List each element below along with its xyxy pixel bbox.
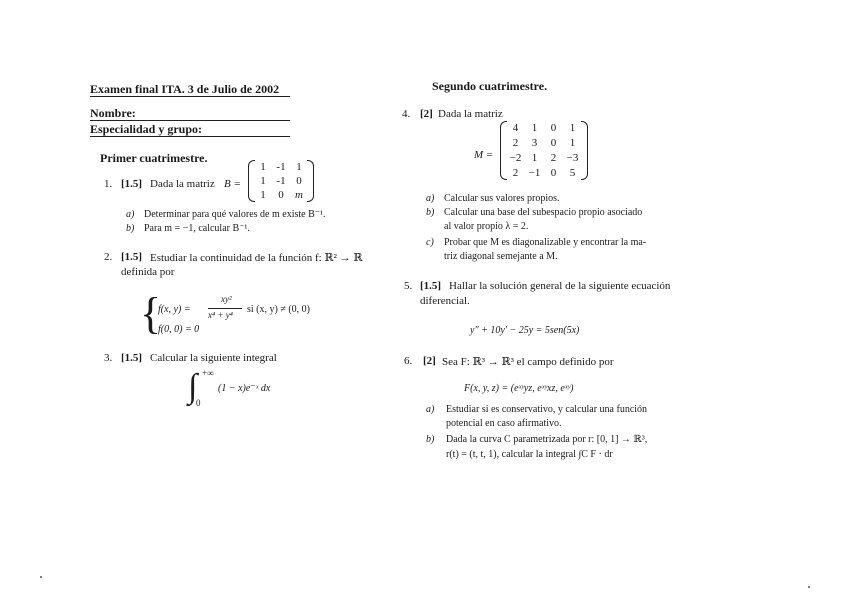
matrix-entry: 2 <box>512 167 519 179</box>
problem-text: Estudiar la continuidad de la función f: ℝ² → ℝ <box>150 252 363 264</box>
integral-upper-limit: +∞ <box>202 368 214 378</box>
nombre-label: Nombre: <box>90 106 136 120</box>
integral-sign-icon: ∫ <box>188 368 198 405</box>
matrix-entry: 1 <box>260 189 266 201</box>
subitem-text: Calcular una base del subespacio propio asociado <box>444 207 643 218</box>
integral-lower-limit: 0 <box>196 398 201 408</box>
primer-cuatrimestre-heading: Primer cuatrimestre. <box>100 151 208 165</box>
matrix-entry: 1 <box>569 122 576 134</box>
subitem-text: Estudiar si es conservativo, y calcular una función <box>446 404 648 415</box>
matrix-entry: 0 <box>296 175 302 187</box>
nombre-rule <box>90 120 290 121</box>
subitem-text: Calcular sus valores propios. <box>444 193 560 204</box>
subitem-text-cont: r(t) = (t, t, 1), calcular la integral ∫C F · dr <box>446 449 613 460</box>
matrix-entry: 0 <box>550 122 557 134</box>
subitem-text: Dada la curva C parametrizada por r: [0, 1] → ℝ³, <box>446 434 648 445</box>
subitem-text-cont: triz diagonal semejante a M. <box>444 251 558 262</box>
exam-title: Examen final ITA. 3 de Julio de 2002 <box>90 82 280 96</box>
problem-number: 1. <box>104 178 113 190</box>
matrix-entry: 1 <box>569 137 576 149</box>
matrix-entry: 4 <box>512 122 519 134</box>
left-brace: { <box>140 289 162 338</box>
problem-text: Calcular la siguiente integral <box>150 352 277 364</box>
subitem-text: Probar que M es diagonalizable y encontrar la ma- <box>444 237 647 248</box>
problem-text: Dada la matriz <box>150 178 215 190</box>
matrix-entry: -1 <box>276 161 286 173</box>
problem-text-cont: definida por <box>121 266 175 278</box>
subitem-label: a) <box>426 404 435 415</box>
problem-text-cont: diferencial. <box>420 295 470 307</box>
problem-number: 5. <box>404 280 413 292</box>
problem-number: 6. <box>404 355 413 367</box>
subitem-label: a) <box>426 193 435 204</box>
subitem-text-cont: al valor propio λ = 2. <box>444 221 529 232</box>
matrix-entry: −3 <box>566 152 579 164</box>
problem-text: Dada la matriz <box>438 108 503 120</box>
subitem-label: a) <box>126 209 135 220</box>
problem-points: [1.5] <box>121 251 143 263</box>
problem-number: 2. <box>104 251 113 263</box>
matrix-entry: 2 <box>550 152 557 164</box>
matrix-lhs: B = <box>224 178 241 190</box>
case1-condition: si (x, y) ≠ (0, 0) <box>247 304 310 315</box>
problem-text: Sea F: ℝ³ → ℝ³ el campo definido por <box>442 356 614 368</box>
scan-speck <box>808 586 810 588</box>
problem-points: [2] <box>423 355 436 367</box>
matrix-entry: -1 <box>276 175 286 187</box>
fraction-bar <box>208 308 242 309</box>
subitem-text-cont: potencial en caso afirmativo. <box>446 418 562 429</box>
matrix-entry: −1 <box>528 167 541 179</box>
matrix-entry: 0 <box>278 189 284 201</box>
problem-text: Hallar la solución general de la siguiente ecuación <box>449 280 671 292</box>
problem-points: [1.5] <box>121 178 143 190</box>
matrix-entry: −2 <box>509 152 522 164</box>
differential-equation: y″ + 10y′ − 25y = 5sen(5x) <box>470 325 580 336</box>
title-rule <box>90 96 290 97</box>
vector-field: F(x, y, z) = (eˣʸyz, eˣʸxz, eˣʸ) <box>464 383 574 394</box>
matrix-lhs: M = <box>474 149 494 161</box>
matrix-b <box>254 161 308 201</box>
case1-numerator: xy² <box>221 294 232 304</box>
matrix-entry: 1 <box>260 175 266 187</box>
problem-number: 4. <box>402 108 411 120</box>
subitem-label: b) <box>426 207 435 218</box>
segundo-cuatrimestre-heading: Segundo cuatrimestre. <box>432 79 548 93</box>
matrix-entry: 0 <box>550 167 557 179</box>
subitem-label: b) <box>426 434 435 445</box>
matrix-entry: 2 <box>512 137 519 149</box>
problem-points: [2] <box>420 108 433 120</box>
matrix-entry: 5 <box>569 167 576 179</box>
matrix-m <box>506 122 582 179</box>
especialidad-rule <box>90 136 290 137</box>
matrix-entry: 1 <box>531 122 538 134</box>
problem-points: [1.5] <box>420 280 442 292</box>
subitem-text: Determinar para qué valores de m existe B⁻¹. <box>144 209 326 220</box>
integrand: (1 − x)e⁻ˣ dx <box>218 383 271 394</box>
matrix-entry: 1 <box>296 161 302 173</box>
subitem-text: Para m = −1, calcular B⁻¹. <box>144 223 250 234</box>
case1-denominator: x⁴ + y⁴ <box>208 310 233 320</box>
matrix-entry: 3 <box>531 137 538 149</box>
matrix-entry: 1 <box>531 152 538 164</box>
matrix-entry: m <box>295 189 303 201</box>
especialidad-label: Especialidad y grupo: <box>90 122 203 136</box>
case1-lhs: f(x, y) = <box>158 304 191 315</box>
matrix-entry: 1 <box>260 161 266 173</box>
subitem-label: c) <box>426 237 434 248</box>
subitem-label: b) <box>126 223 135 234</box>
matrix-entry: 0 <box>550 137 557 149</box>
scan-speck <box>40 576 42 578</box>
problem-points: [1.5] <box>121 352 143 364</box>
case2: f(0, 0) = 0 <box>158 324 200 335</box>
problem-number: 3. <box>104 352 113 364</box>
